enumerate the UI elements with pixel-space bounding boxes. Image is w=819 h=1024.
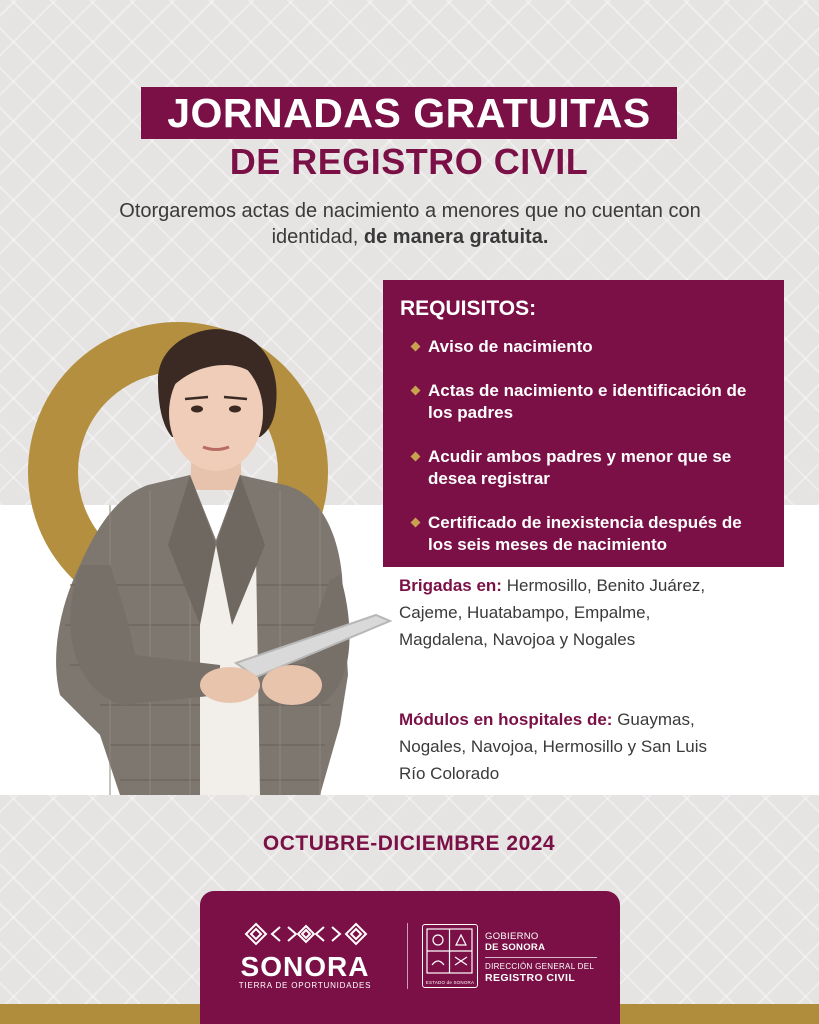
gov-line-2: DE SONORA	[485, 942, 546, 953]
sonora-pattern-icon	[244, 921, 368, 951]
gov-line-1: GOBIERNO	[485, 931, 539, 942]
requirements-list	[400, 336, 766, 556]
requirement-text: Acudir ambos padres y menor que se desea registrar	[428, 447, 732, 488]
footer-divider	[407, 923, 408, 989]
gov-line-4: REGISTRO CIVIL	[485, 972, 576, 984]
sonora-tagline: TIERRA DE OPORTUNIDADES	[238, 981, 372, 990]
gov-divider	[485, 957, 597, 958]
seal-emblem-icon	[423, 925, 476, 977]
requirements-box	[383, 280, 784, 567]
sonora-wordmark: SONORA	[240, 951, 370, 982]
requirement-item	[400, 380, 766, 424]
sonora-logo	[230, 921, 380, 991]
seal-caption: ESTADO de SONORA	[425, 980, 475, 985]
hospital-modules-info	[399, 706, 729, 787]
government-registry-logo	[485, 931, 615, 985]
intro-regular: Otorgaremos actas de nacimiento a menores que no cuentan con identidad,	[119, 200, 701, 248]
diamond-bullet-icon	[411, 386, 421, 396]
hospital-modules-cities: Guaymas, Nogales, Navojoa, Hermosillo y San Luis Río Colorado	[399, 710, 708, 783]
brigades-info	[399, 572, 719, 653]
requirement-text: Aviso de nacimiento	[428, 337, 593, 356]
requirements-title: REQUISITOS:	[400, 297, 537, 320]
requirement-text: Certificado de inexistencia después de los seis meses de nacimiento	[428, 513, 742, 554]
title-line-2: DE REGISTRO CIVIL	[229, 141, 589, 182]
intro-bold: de manera gratuita.	[363, 226, 549, 248]
requirement-item	[400, 336, 766, 358]
requirement-text: Actas de nacimiento e identificación de los padres	[428, 381, 747, 422]
woman-with-tablet-illustration	[40, 325, 400, 800]
footer-panel	[200, 891, 620, 1024]
diamond-bullet-icon	[411, 452, 421, 462]
brigades-cities: Hermosillo, Benito Juárez, Cajeme, Huatabampo, Empalme, Magdalena, Navojoa y Nogales	[399, 576, 706, 649]
requirement-item	[400, 446, 766, 490]
date-range: OCTUBRE-DICIEMBRE 2024	[262, 832, 556, 855]
brigades-label: Brigadas en:	[399, 576, 502, 595]
intro-text	[110, 198, 710, 250]
diamond-bullet-icon	[411, 342, 421, 352]
diamond-bullet-icon	[411, 518, 421, 528]
title-line-1: JORNADAS GRATUITAS	[141, 87, 677, 139]
gov-line-3: DIRECCIÓN GENERAL DEL	[485, 962, 595, 971]
state-seal-icon	[422, 924, 478, 988]
hospital-modules-label: Módulos en hospitales de:	[399, 710, 613, 729]
requirement-item	[400, 512, 766, 556]
